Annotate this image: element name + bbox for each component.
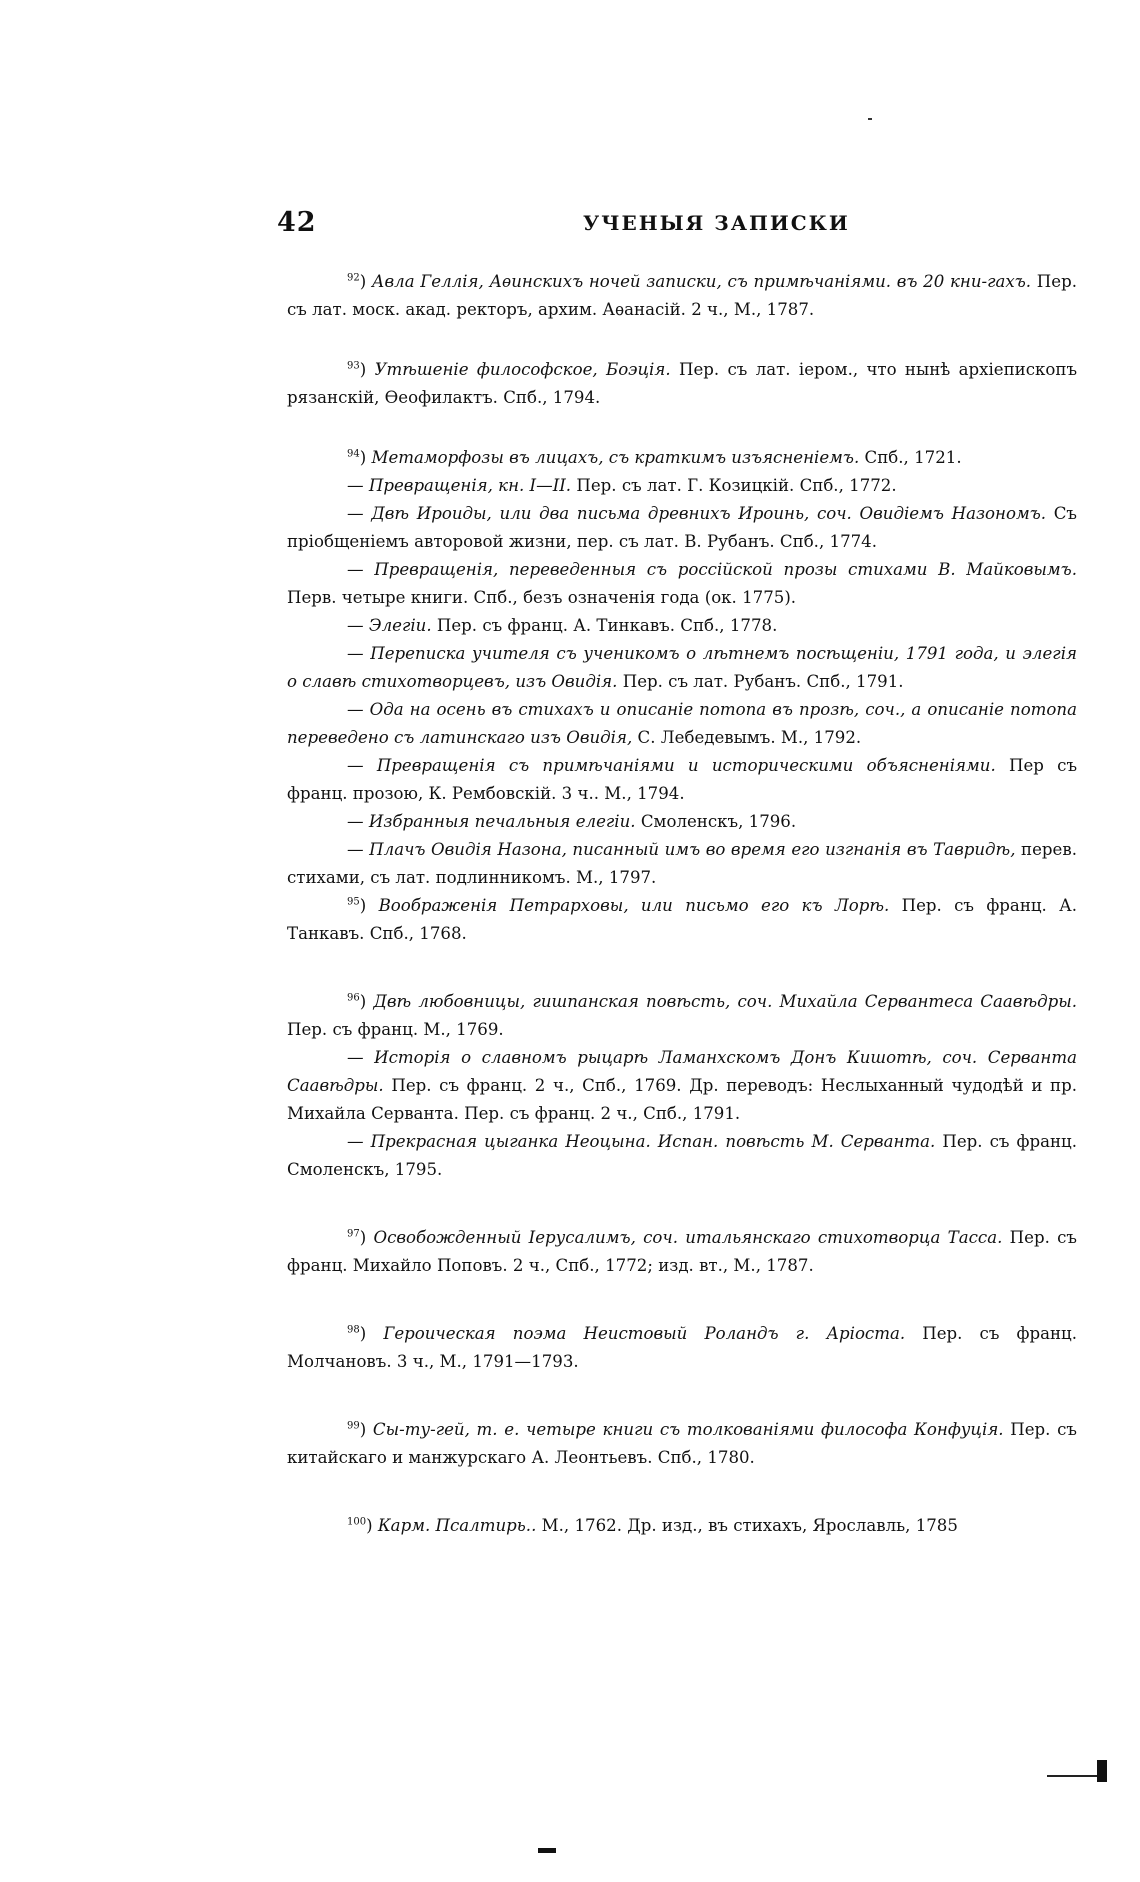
publication-info: Пер. съ китайскаго и манжурскаго А. Леонтьевъ. Спб., 1780. (287, 1420, 1077, 1467)
footnote-100: $^{100}$) Карм. Псалтирь.. М., 1762. Др. изд., въ стихахъ, Ярославль, 1785 (347, 1516, 958, 1535)
publication-info: М., 1762. Др. изд., въ стихахъ, Ярославль, 1785 (541, 1516, 958, 1535)
publication-info: Пер. съ франц. Молчановъ. 3 ч., М., 1791—1793. (287, 1324, 1078, 1371)
footnote-94: $^{94}$) Метаморфозы въ лицахъ, съ краткимъ изъясненіемъ. Спб., 1721. — Превращенія, кн. I—II. Пер. съ лат. Г. Козицкій. Спб., 1772. — Двѣ Ироиды, или два письма древнихъ Ироинь, соч. Овидіемъ Назономъ. Съ пріобщеніемъ авторовой жизни, пер. съ лат. В. Рубанъ. Спб., 1774. — Превращенія, переведенныя съ россійской прозы стихами В. Майковымъ. Перв. четыре книги. Спб., безъ означенія года (ок. 1775). — Элегіи. Пер. съ франц. А. Тинкавъ. Спб., 1778. — Переписка учителя съ ученикомъ о лѣтнемъ посѣщеніи, 1791 года, и элегія о славѣ стихотворцевъ, изъ Овидія. Пер. съ лат. Рубанъ. Спб., 1791. — Ода на осень въ стихахъ и описаніе потопа въ прозѣ, соч., а описаніе потопа переведено съ латинскаго изъ Овидія, С. Лебедевымъ. М., 1792. — Превращенія съ примѣчаніями и историческими объясненіями. Пер съ франц. прозою, К. Рембовскій. 3 ч.. М., 1794. — Избранныя печальныя елегіи. Смоленскъ, 1796. — Плачъ Овидія Назона, писанный имъ во время его изгнанія въ Тавридѣ, перев. стихами, съ лат. подлинникомъ. М., 1797. (287, 448, 1078, 887)
work-title: — Превращенія, кн. I—II. (347, 476, 572, 495)
publication-info: Пер. съ лат. іером., что нынѣ архіепископъ рязанскій, Ѳеофилактъ. Спб., 1794. (287, 360, 1078, 407)
work-title: — Избранныя печальныя елегіи. (347, 812, 636, 831)
work-title: Сы-ту-гей, т. е. четыре книги съ толкованіями философа Конфуція. (372, 1420, 1004, 1439)
footnotes (287, 268, 1077, 1540)
footnote-number: 98 (347, 1324, 360, 1336)
publication-info: Пер съ франц. прозою, К. Рембовскій. 3 ч.. М., 1794. (287, 756, 1078, 803)
publication-info: Пер. съ франц. 2 ч., Спб., 1769. Др. переводъ: Неслыханный чудодѣй и пр. Михайла Серванта. Пер. съ франц. 2 ч., Спб., 1791. (287, 1076, 1077, 1123)
work-title: Воображенія Петрарховы, или письмо его къ Лорѣ. (378, 896, 890, 915)
work-title: Карм. Псалтирь.. (377, 1516, 537, 1535)
footnote-number: 99 (347, 1420, 360, 1432)
work-title: — Прекрасная цыганка Неоцына. Испан. повѣсть М. Серванта. (347, 1132, 936, 1151)
print-mark (538, 1848, 556, 1853)
footnote-93: $^{93}$) Утѣшеніе философское, Боэція. Пер. съ лат. іером., что нынѣ архіепископъ рязанскій, Ѳеофилактъ. Спб., 1794. (287, 360, 1078, 407)
work-title: — Ода на осень въ стихахъ и описаніе потопа въ прозѣ, соч., а описаніе потопа переведено съ латинскаго изъ Овидія, (287, 700, 1077, 747)
work-title: — Плачъ Овидія Назона, писанный имъ во время его изгнанія въ Тавридѣ, (347, 840, 1016, 859)
work-title: Авла Геллія, Аѳинскихъ ночей записки, съ примѣчаніями. въ 20 кни-гахъ. (371, 272, 1032, 291)
publication-info: Пер. съ лат. Г. Козицкій. Спб., 1772. (576, 476, 897, 495)
publication-info: Пер. съ франц. А. Танкавъ. Спб., 1768. (287, 896, 1078, 943)
footnote-99: $^{99}$) Сы-ту-гей, т. е. четыре книги съ толкованіями философа Конфуція. Пер. съ китайскаго и манжурскаго А. Леонтьевъ. Спб., 1780. (287, 1420, 1077, 1467)
publication-info: Перв. четыре книги. Спб., безъ означенія года (ок. 1775). (287, 588, 797, 607)
publication-info: Смоленскъ, 1796. (640, 812, 797, 831)
publication-info: Пер. съ франц. Михайло Поповъ. 2 ч., Спб., 1772; изд. вт., М., 1787. (287, 1228, 1077, 1275)
footnote-97: $^{97}$) Освобожденный Іерусалимъ, соч. итальянскаго стихотворца Тасса. Пер. съ франц. Михайло Поповъ. 2 ч., Спб., 1772; изд. вт., М., 1787. (287, 1228, 1077, 1275)
page-header (277, 207, 1067, 241)
footnote-96: $^{96}$) Двѣ любовницы, гишпанская повѣсть, соч. Михайла Сервантеса Саавѣдры. Пер. съ франц. М., 1769. — Исторія о славномъ рыцарѣ Ламанхскомъ Донъ Кишотѣ, соч. Серванта Саавѣдры. Пер. съ франц. 2 ч., Спб., 1769. Др. переводъ: Неслыханный чудодѣй и пр. Михайла Серванта. Пер. съ франц. 2 ч., Спб., 1791. — Прекрасная цыганка Неоцына. Испан. повѣсть М. Серванта. Пер. съ франц. Смоленскъ, 1795. (287, 992, 1078, 1179)
print-mark (1097, 1760, 1107, 1782)
work-title: — Превращенія съ примѣчаніями и историческими объясненіями. (347, 756, 996, 775)
publication-info: Пер. съ франц. Смоленскъ, 1795. (287, 1132, 1077, 1179)
footnote-number: 97 (347, 1228, 360, 1240)
work-title: Метаморфозы въ лицахъ, съ краткимъ изъясненіемъ. (371, 448, 860, 467)
publication-info: перев. стихами, съ лат. подлинникомъ. М., 1797. (287, 840, 1077, 887)
footnote-98: $^{98}$) Героическая поэма Неистовый Роландъ г. Аріоста. Пер. съ франц. Молчановъ. 3 ч., М., 1791—1793. (287, 1324, 1078, 1371)
work-title: — Исторія о славномъ рыцарѣ Ламанхскомъ Донъ Кишотѣ, соч. Серванта Саавѣдры. (287, 1048, 1077, 1095)
work-title: — Элегіи. (347, 616, 432, 635)
work-title: — Переписка учителя съ ученикомъ о лѣтнемъ посѣщеніи, 1791 года, и элегія о славѣ стихотворцевъ, изъ Овидія. (287, 644, 1077, 691)
footnote-number: 93 (347, 360, 360, 372)
publication-info: С. Лебедевымъ. М., 1792. (637, 728, 862, 747)
work-title: — Двѣ Ироиды, или два письма древнихъ Ироинь, соч. Овидіемъ Назономъ. (347, 504, 1047, 523)
running-title: УЧЕНЫЯ ЗАПИСКИ (583, 211, 850, 235)
print-mark (868, 118, 872, 120)
publication-info: Пер. съ франц. М., 1769. (287, 1020, 504, 1039)
footnote-number: 96 (347, 992, 360, 1004)
work-title: — Превращенія, переведенныя съ россійской прозы стихами В. Майковымъ. (347, 560, 1077, 579)
work-title: Героическая поэма Неистовый Роландъ г. Аріоста. (383, 1324, 906, 1343)
footnote-95: $^{95}$) Воображенія Петрарховы, или письмо его къ Лорѣ. Пер. съ франц. А. Танкавъ. Спб., 1768. (287, 896, 1078, 943)
footnote-number: 92 (347, 272, 360, 284)
work-title: Утѣшеніе философское, Боэція. (374, 360, 671, 379)
publication-info: Съ пріобщеніемъ авторовой жизни, пер. съ лат. В. Рубанъ. Спб., 1774. (287, 504, 1077, 551)
footnote-number: 94 (347, 448, 360, 460)
footnote-number: 100 (347, 1516, 367, 1528)
footnote-number: 95 (347, 896, 360, 908)
work-title: Освобожденный Іерусалимъ, соч. итальянскаго стихотворца Тасса. (373, 1228, 1003, 1247)
page-number: 42 (277, 207, 317, 238)
publication-info: Пер. съ лат. моск. акад. ректоръ, архим. Аѳанасій. 2 ч., М., 1787. (287, 272, 1077, 319)
footnote-92: $^{92}$) Авла Геллія, Аѳинскихъ ночей записки, съ примѣчаніями. въ 20 кни-гахъ. Пер. съ лат. моск. акад. ректоръ, архим. Аѳанасій. 2 ч., М., 1787. (287, 272, 1077, 319)
publication-info: Пер. съ лат. Рубанъ. Спб., 1791. (622, 672, 904, 691)
publication-info: Спб., 1721. (864, 448, 962, 467)
publication-info: Пер. съ франц. А. Тинкавъ. Спб., 1778. (436, 616, 778, 635)
work-title: Двѣ любовницы, гишпанская повѣсть, соч. Михайла Сервантеса Саавѣдры. (373, 992, 1078, 1011)
